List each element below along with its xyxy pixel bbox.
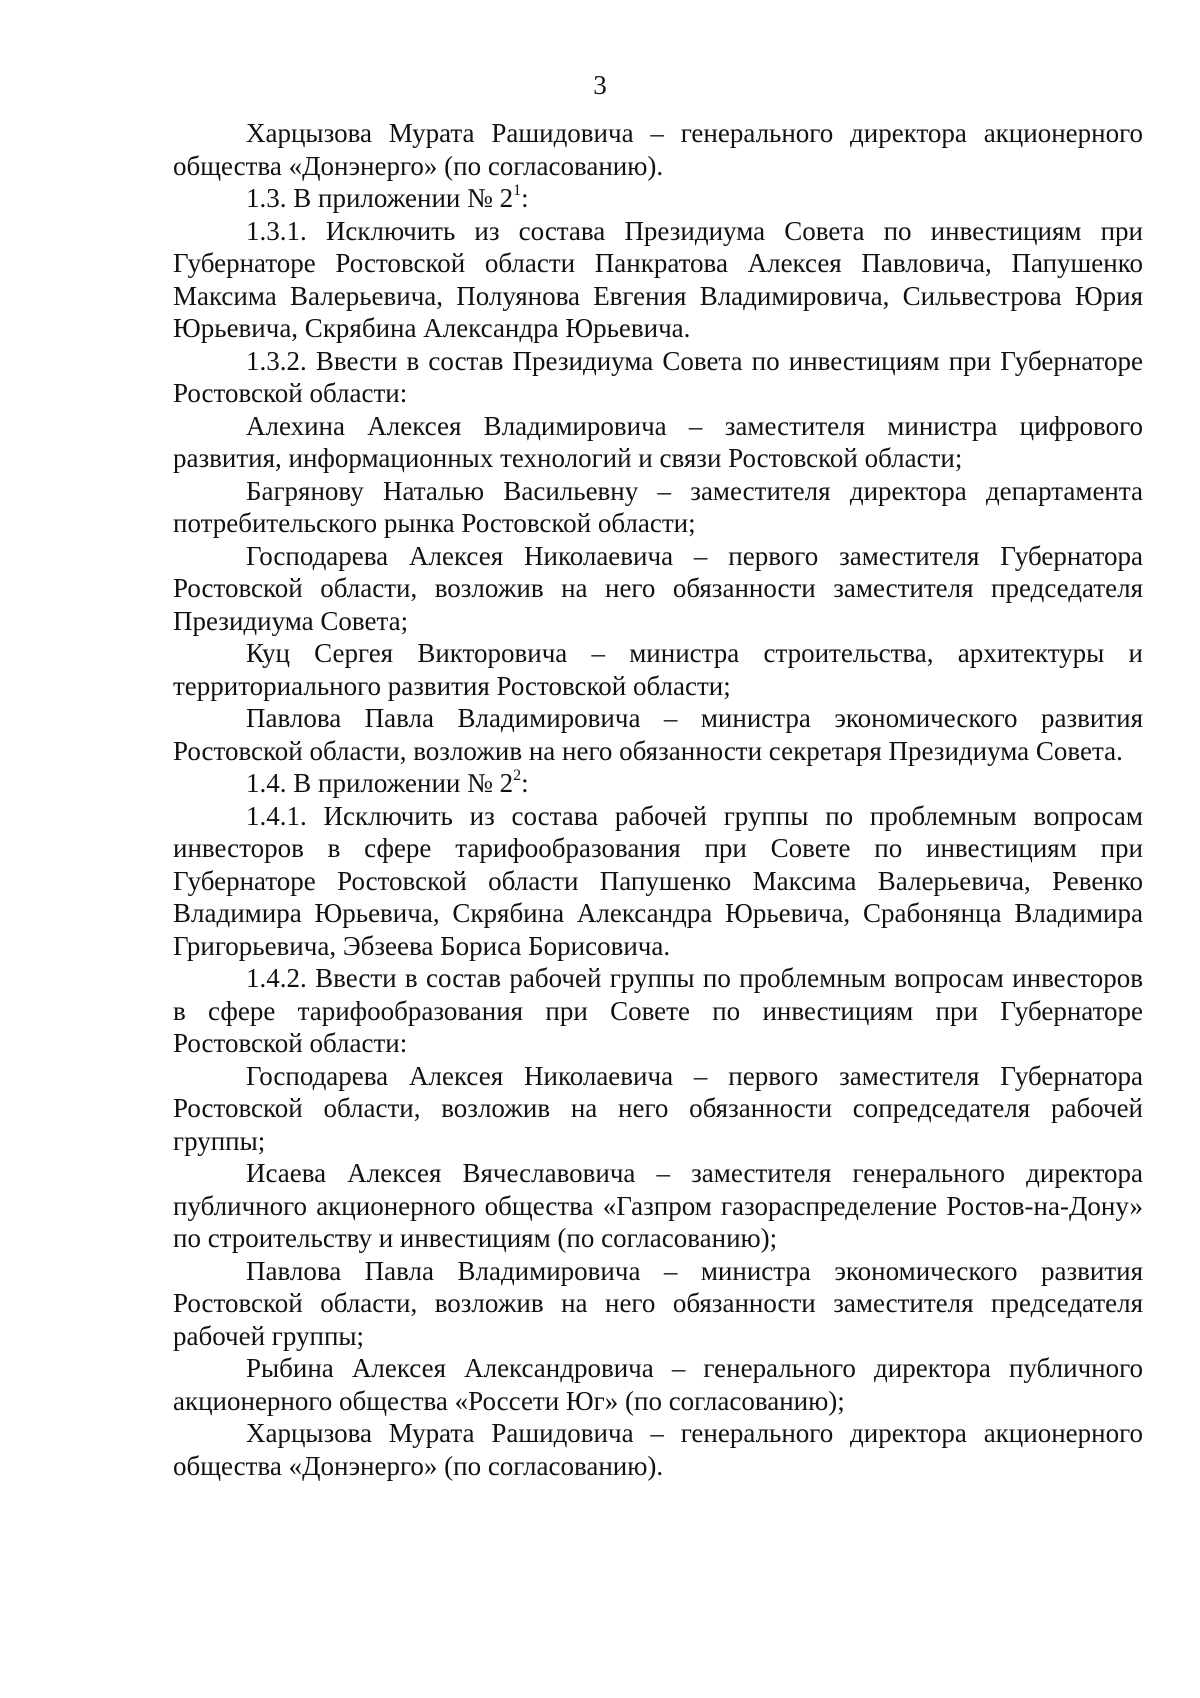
paragraph-kuts: Куц Сергея Викторовича – министра строительства, архитектуры и территориального развития Ростовской области; <box>173 638 1143 701</box>
document-body <box>173 117 1143 1482</box>
clause-1-4-colon: : <box>521 768 529 798</box>
clause-1-3-text: 1.3. В приложении № 2 <box>246 183 514 213</box>
clause-1-3-2: 1.3.2. Ввести в состав Президиума Совета по инвестициям при Губернаторе Ростовской области: <box>173 345 1143 408</box>
paragraph-bagryanova: Багрянову Наталью Васильевну – заместителя директора департамента потребительского рынка Ростовской области; <box>173 475 1143 538</box>
paragraph-alekhin: Алехина Алексея Владимировича – заместителя министра цифрового развития, информационных технологий и связи Ростовской области; <box>173 410 1143 473</box>
paragraph-pavlov-2: Павлова Павла Владимировича – министра экономического развития Ростовской области, возложив на него обязанности заместителя председателя рабочей группы; <box>173 1255 1143 1351</box>
page-number: 3 <box>593 70 607 100</box>
clause-1-3-colon: : <box>521 183 529 213</box>
clause-1-3-heading <box>173 182 1143 215</box>
clause-1-4-text: 1.4. В приложении № 2 <box>246 768 514 798</box>
clause-1-4-superscript: 2 <box>513 767 522 784</box>
paragraph-khartsyzov-2: Харцызова Мурата Рашидовича – генерального директора акционерного общества «Донэнерго» (по согласованию). <box>173 1418 1143 1481</box>
clause-1-4-2: 1.4.2. Ввести в состав рабочей группы по проблемным вопросам инвесторов в сфере тарифообразования при Совете по инвестициям при Губернаторе Ростовской области: <box>173 963 1143 1058</box>
paragraph-gospodarev-1: Господарева Алексея Николаевича – первого заместителя Губернатора Ростовской области, возложив на него обязанности заместителя председателя Президиума Совета; <box>173 540 1143 636</box>
paragraph-gospodarev-2: Господарева Алексея Николаевича – первого заместителя Губернатора Ростовской области, возложив на него обязанности сопредседателя рабочей группы; <box>173 1060 1143 1156</box>
clause-1-4-heading <box>173 767 1143 800</box>
paragraph-pavlov-1: Павлова Павла Владимировича – министра экономического развития Ростовской области, возложив на него обязанности секретаря Президиума Совета. <box>173 703 1143 766</box>
paragraph-isaev: Исаева Алексея Вячеславовича – заместителя генерального директора публичного акционерного общества «Газпром газораспределение Ростов-на-Дону» по строительству и инвестициям (по согласованию); <box>173 1158 1143 1253</box>
clause-1-4-1: 1.4.1. Исключить из состава рабочей группы по проблемным вопросам инвесторов в сфере тарифообразования при Совете по инвестициям при Губернаторе Ростовской области Папушенко Максима Валерьевича, Ревенко Владимира Юрьевича, Скрябина Александра Юрьевича, Срабонянца Владимира Григорьевича, Эбзеева Бориса Борисовича. <box>173 800 1143 961</box>
paragraph-rybin: Рыбина Алексея Александровича – генерального директора публичного акционерного общества «Россети Юг» (по согласованию); <box>173 1353 1143 1416</box>
paragraph-khartsyzov-1: Харцызова Мурата Рашидовича – генерального директора акционерного общества «Донэнерго» (по согласованию). <box>173 118 1143 181</box>
clause-1-3-superscript: 1 <box>513 182 522 199</box>
clause-1-3-1: 1.3.1. Исключить из состава Президиума Совета по инвестициям при Губернаторе Ростовской области Панкратова Алексея Павловича, Папушенко Максима Валерьевича, Полуянова Евгения Владимировича, Сильвестрова Юрия Юрьевича, Скрябина Александра Юрьевича. <box>173 215 1143 343</box>
